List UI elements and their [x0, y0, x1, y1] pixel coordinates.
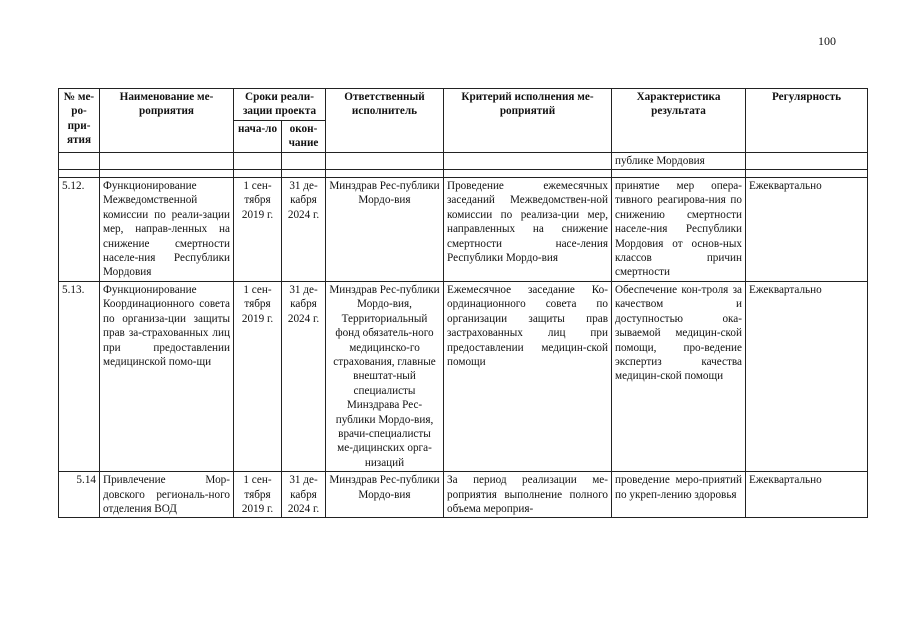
row-num: 5.13. — [59, 281, 100, 471]
row-start: 1 сен-тября 2019 г. — [234, 472, 282, 518]
row-regularity: Ежеквартально — [746, 472, 868, 518]
carry-over-row — [59, 152, 868, 169]
row-start: 1 сен-тября 2019 г. — [234, 281, 282, 471]
row-num: 5.14 — [59, 472, 100, 518]
header-name: Наименование ме-роприятия — [100, 89, 234, 153]
header-start: нача-ло — [234, 120, 282, 152]
header-end: окон-чание — [282, 120, 326, 152]
row-name: Функционирование Межведомственной комиссии по реали-зации мер, направ-ленных на снижение смертности населе-ния Республики Мордовия — [100, 178, 234, 282]
row-responsible: Минздрав Рес-публики Мордо-вия, Территориальный фонд обязатель-ного медицинско-го страхования, главные внештат-ный специалисты Минздрава Рес-публики Мордо-вия, врачи-специалисты ме-дицинских орга-низаций — [326, 281, 444, 471]
row-responsible: Минздрав Рес-публики Мордо-вия — [326, 472, 444, 518]
row-criterion: Ежемесячное заседание Ко-ординационного совета по организации защиты прав застрахованных лиц при предоставлении медицин-ской помощи — [444, 281, 612, 471]
header-num: № ме-ро-при-ятия — [59, 89, 100, 153]
header-characteristic: Характеристика результата — [612, 89, 746, 153]
row-end: 31 де-кабря 2024 г. — [282, 281, 326, 471]
row-characteristic: Обеспечение кон-троля за качеством и доступностью ока-зываемой медицин-ской помощи, про-ведение экспертиз качества медицин-ской помощи — [612, 281, 746, 471]
spacer-row — [59, 170, 868, 178]
row-name: Функционирование Координационного совета по организа-ции защиты прав за-страхованных лиц при предоставлении медицинской помо-щи — [100, 281, 234, 471]
row-characteristic: проведение меро-приятий по укреп-лению здоровья — [612, 472, 746, 518]
header-terms: Сроки реали-зации проекта — [234, 89, 326, 121]
row-responsible: Минздрав Рес-публики Мордо-вия — [326, 178, 444, 282]
row-regularity: Ежеквартально — [746, 178, 868, 282]
page-number: 100 — [818, 34, 836, 48]
carry-over-text: публике Мордовия — [612, 152, 746, 169]
header-criterion: Критерий исполнения ме-роприятий — [444, 89, 612, 153]
row-criterion: За период реализации ме-роприятия выполнение полного объема мероприя- — [444, 472, 612, 518]
row-regularity: Ежеквартально — [746, 281, 868, 471]
measures-table — [58, 88, 868, 518]
table-row — [59, 178, 868, 282]
row-characteristic: принятие мер опера-тивного реагирова-ния по снижению смертности населе-ния Республики Мордовия от основ-ных классов причин смертности — [612, 178, 746, 282]
row-name: Привлечение Мор-довского региональ-ного отделения ВОД — [100, 472, 234, 518]
header-responsible: Ответственный исполнитель — [326, 89, 444, 153]
header-regularity: Регулярность — [746, 89, 868, 153]
row-criterion: Проведение ежемесячных заседаний Межведомствен-ной комиссии по реализа-ции мер, направленных на снижение смертности насе-ления Республики Мордо-вия — [444, 178, 612, 282]
table-row — [59, 281, 868, 471]
row-end: 31 де-кабря 2024 г. — [282, 472, 326, 518]
row-start: 1 сен-тября 2019 г. — [234, 178, 282, 282]
row-num: 5.12. — [59, 178, 100, 282]
table-row — [59, 472, 868, 518]
row-end: 31 де-кабря 2024 г. — [282, 178, 326, 282]
table-header-row — [59, 89, 868, 121]
